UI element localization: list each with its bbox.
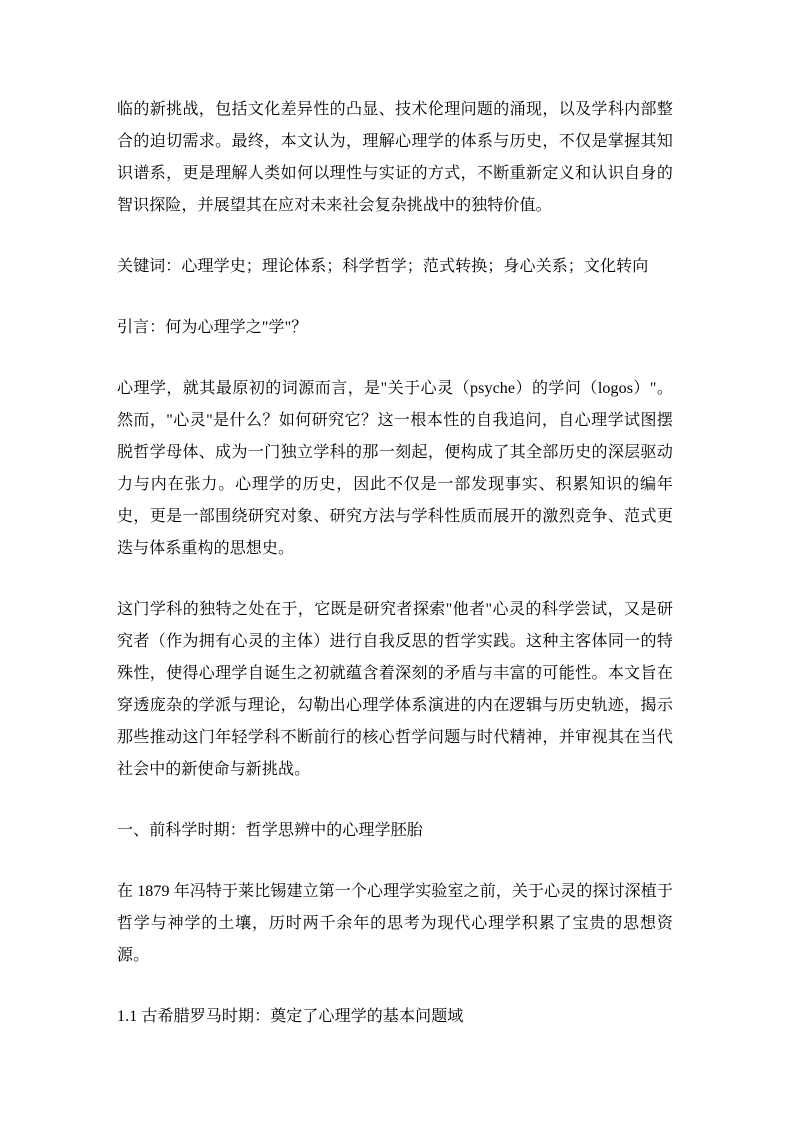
section-1-heading: 一、前科学时期：哲学思辨中的心理学胚胎 (117, 822, 423, 839)
introduction-heading: 引言：何为心理学之"学"？ (117, 319, 308, 336)
keywords-line: 关键词：心理学史；理论体系；科学哲学；范式转换；身心关系；文化转向 (117, 258, 649, 275)
introduction-paragraph-2: 这门学科的独特之处在于，它既是研究者探索"他者"心灵的科学尝试，又是研究者（作为拥有心灵的主体）进行自我反思的哲学实践。这种主客体同一的特殊性，使得心理学自诞生之初就蕴含着深刻的矛盾与丰富的可能性。本文旨在穿透庞杂的学派与理论，勾勒出心理学体系演进的内在逻辑与历史轨迹，揭示那些推动这门年轻学科不断前行的核心哲学问题与时代精神，并审视其在当代社会中的新使命与新挑战。 (117, 601, 673, 778)
abstract-conclusion-paragraph: 临的新挑战，包括文化差异性的凸显、技术伦理问题的涌现，以及学科内部整合的迫切需求。最终，本文认为，理解心理学的体系与历史，不仅是掌握其知识谱系，更是理解人类如何以理性与实证的方式，不断重新定义和认识自身的智识探险，并展望其在应对未来社会复杂挑战中的独特价值。 (117, 101, 673, 214)
document-page (117, 94, 673, 1062)
section-1-paragraph: 在 1879 年冯特于莱比锡建立第一个心理学实验室之前，关于心灵的探讨深植于哲学与神学的土壤，历时两千余年的思考为现代心理学积累了宝贵的思想资源。 (117, 883, 673, 964)
introduction-paragraph-1: 心理学，就其最原初的词源而言，是"关于心灵（psyche）的学问（logos）"。然而，"心灵"是什么？如何研究它？这一根本性的自我追问，自心理学试图摆脱哲学母体、成为一门独立学科的那一刻起，便构成了其全部历史的深层驱动力与内在张力。心理学的历史，因此不仅是一部发现事实、积累知识的编年史，更是一部围绕研究对象、研究方法与学科性质而展开的激烈竞争、范式更迭与体系重构的思想史。 (117, 380, 673, 557)
subsection-1-1-heading: 1.1 古希腊罗马时期：奠定了心理学的基本问题域 (117, 1008, 464, 1025)
